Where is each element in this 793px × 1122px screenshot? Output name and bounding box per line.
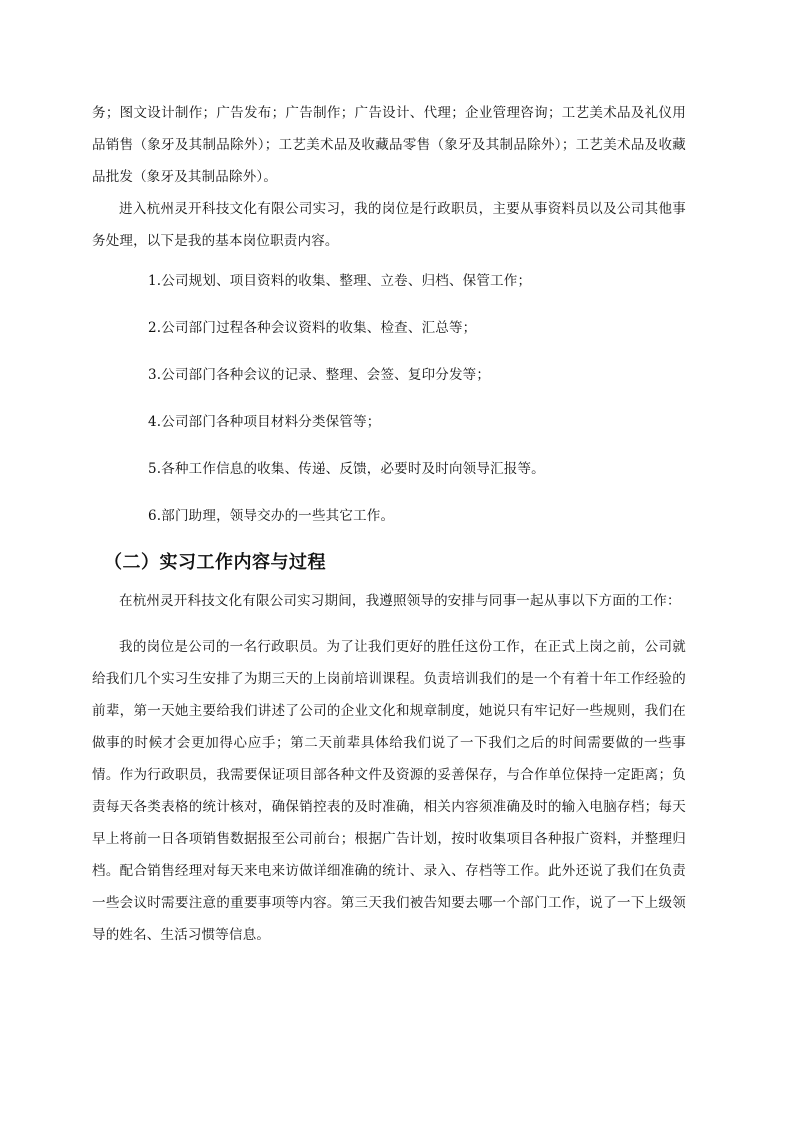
duties-list (92, 265, 686, 532)
document-body (92, 97, 686, 951)
intro-continuation-paragraph: 务；图文设计制作；广告发布；广告制作；广告设计、代理；企业管理咨询；工艺美术品及礼仪用品销售（象牙及其制品除外）；工艺美术品及收藏品零售（象牙及其制品除外）；工艺美术品及收藏品批发（象牙及其制品除外）。 (92, 105, 686, 185)
duty-item: 3.公司部门各种会议的记录、整理、会签、复印分发等； (148, 367, 491, 383)
duty-item: 4.公司部门各种项目材料分类保管等； (148, 414, 381, 430)
section-intro-paragraph: 在杭州灵开科技文化有限公司实习期间，我遵照领导的安排与同事一起从事以下方面的工作： (119, 593, 681, 609)
duty-item: 5.各种工作信息的收集、传递、反馈，必要时及时向领导汇报等。 (148, 461, 545, 477)
section-body-paragraph: 我的岗位是公司的一名行政职员。为了让我们更好的胜任这份工作，在正式上岗之前，公司就给我们几个实习生安排了为期三天的上岗前培训课程。负责培训我们的是一个有着十年工作经验的前辈，第一天她主要给我们讲述了公司的企业文化和规章制度，她说只有牢记好一些规则，我们在做事的时候才会更加得心应手；第二天前辈具体给我们说了一下我们之后的时间需要做的一些事情。作为行政职员，我需要保证项目部各种文件及资源的妥善保存，与合作单位保持一定距离；负责每天各类表格的统计核对，确保销控表的及时准确，相关内容须准确及时的输入电脑存档；每天早上将前一日各项销售数据报至公司前台；根据广告计划，按时收集项目各种报广资料，并整理归档。配合销售经理对每天来电来访做详细准确的统计、录入、存档等工作。此外还说了我们在负责一些会议时需要注意的重要事项等内容。第三天我们被告知要去哪一个部门工作，说了一下上级领导的姓名、生活习惯等信息。 (92, 639, 686, 943)
section-heading: （二）实习工作内容与过程 (104, 552, 326, 573)
position-intro-paragraph: 进入杭州灵开科技文化有限公司实习，我的岗位是行政职员，主要从事资料员以及公司其他事务处理，以下是我的基本岗位职责内容。 (92, 201, 686, 249)
duty-item: 2.公司部门过程各种会议资料的收集、检查、汇总等； (148, 320, 477, 336)
duty-item: 6.部门助理，领导交办的一些其它工作。 (148, 508, 395, 524)
duty-item: 1.公司规划、项目资料的收集、整理、立卷、归档、保管工作； (148, 273, 532, 289)
